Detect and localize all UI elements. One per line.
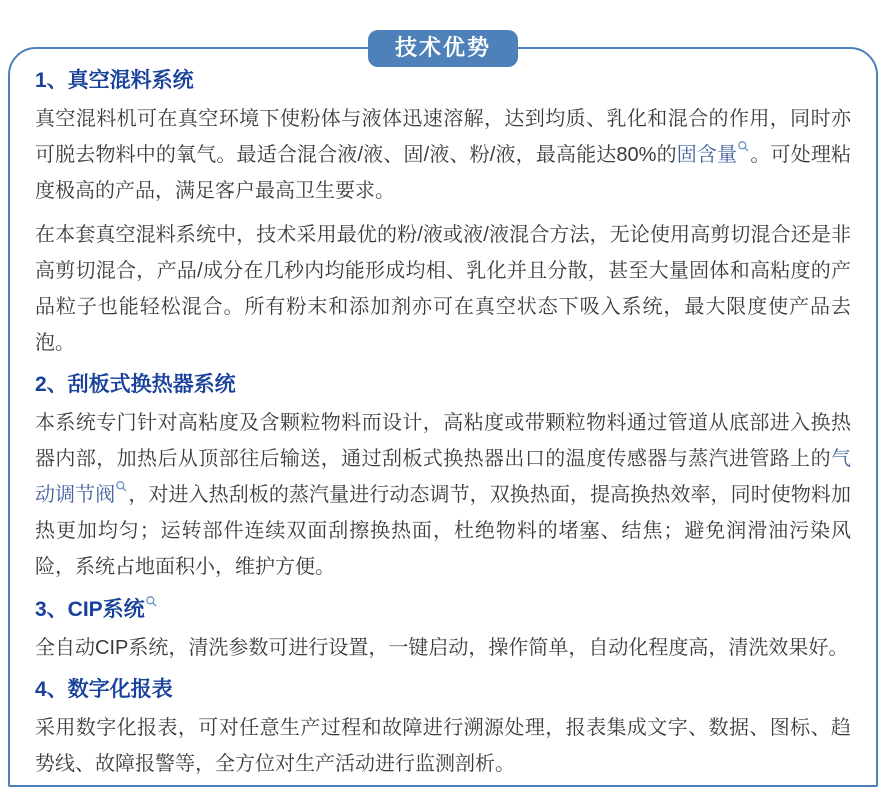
section-4-paragraph-1 xyxy=(35,710,851,782)
paragraph-text-run: 。可处理粘度极高的产品，满足客户最高卫生要求。 xyxy=(35,144,852,202)
content-panel xyxy=(8,35,878,787)
section-3-paragraph-1 xyxy=(35,630,851,666)
section-heading-label: 2、刮板式换热器系统 xyxy=(35,373,236,396)
section-heading-3 xyxy=(35,595,851,624)
section-heading-1 xyxy=(35,67,851,95)
paragraph-text-run: 在本套真空混料系统中，技术采用最优的粉/液或液/液混合方法，无论使用高剪切混合还是非高剪切混合，产品/成分在几秒内均能形成均相、乳化并且分散，甚至大量固体和高粘度的产品粒子也能轻松混合。所有粉末和添加剂亦可在真空状态下吸入系统，最大限度使产品去泡。 xyxy=(35,224,851,354)
section-1-paragraph-1 xyxy=(35,101,851,209)
sections-container xyxy=(10,49,876,797)
magnifier-icon[interactable] xyxy=(737,138,750,157)
title-badge-label: 技术优势 xyxy=(394,35,492,60)
paragraph-text-run: 采用数字化报表，可对任意生产过程和故障进行溯源处理，报表集成文字、数据、图标、趋势线、故障报警等，全方位对生产活动进行监测剖析。 xyxy=(35,717,851,775)
section-heading-4 xyxy=(35,676,851,704)
section-heading-2 xyxy=(35,371,851,399)
inline-term-link[interactable]: 气动调节阀 xyxy=(35,448,851,506)
paragraph-text-run: 真空混料机可在真空环境下使粉体与液体迅速溶解，达到均质、乳化和混合的作用，同时亦可脱去物料中的氧气。最适合混合液/液、固/液、粉/液，最高能达80%的 xyxy=(35,108,851,166)
paragraph-text-run: 全自动CIP系统，清洗参数可进行设置，一键启动，操作简单，自动化程度高，清洗效果好。 xyxy=(35,637,849,659)
title-badge xyxy=(368,30,518,67)
section-heading-label: 1、真空混料系统 xyxy=(35,69,194,92)
magnifier-icon[interactable] xyxy=(145,592,158,612)
paragraph-text-run: ，对进入热刮板的蒸汽量进行动态调节，双换热面，提高换热效率，同时使物料加热更加均匀；运转部件连续双面刮擦换热面，杜绝物料的堵塞、结焦；避免润滑油污染风险，系统占地面积小，维护方便。 xyxy=(35,484,852,578)
magnifier-icon[interactable] xyxy=(115,478,128,497)
inline-term-link[interactable]: 固含量 xyxy=(676,144,738,166)
section-1-paragraph-2 xyxy=(35,217,851,361)
section-2-paragraph-1 xyxy=(35,405,851,585)
paragraph-text-run: 本系统专门针对高粘度及含颗粒物料而设计，高粘度或带颗粒物料通过管道从底部进入换热器内部，加热后从顶部往后输送，通过刮板式换热器出口的温度传感器与蒸汽进管路上的 xyxy=(35,412,851,470)
section-heading-label: 4、数字化报表 xyxy=(35,678,173,701)
section-heading-label: 3、CIP系统 xyxy=(35,598,145,621)
